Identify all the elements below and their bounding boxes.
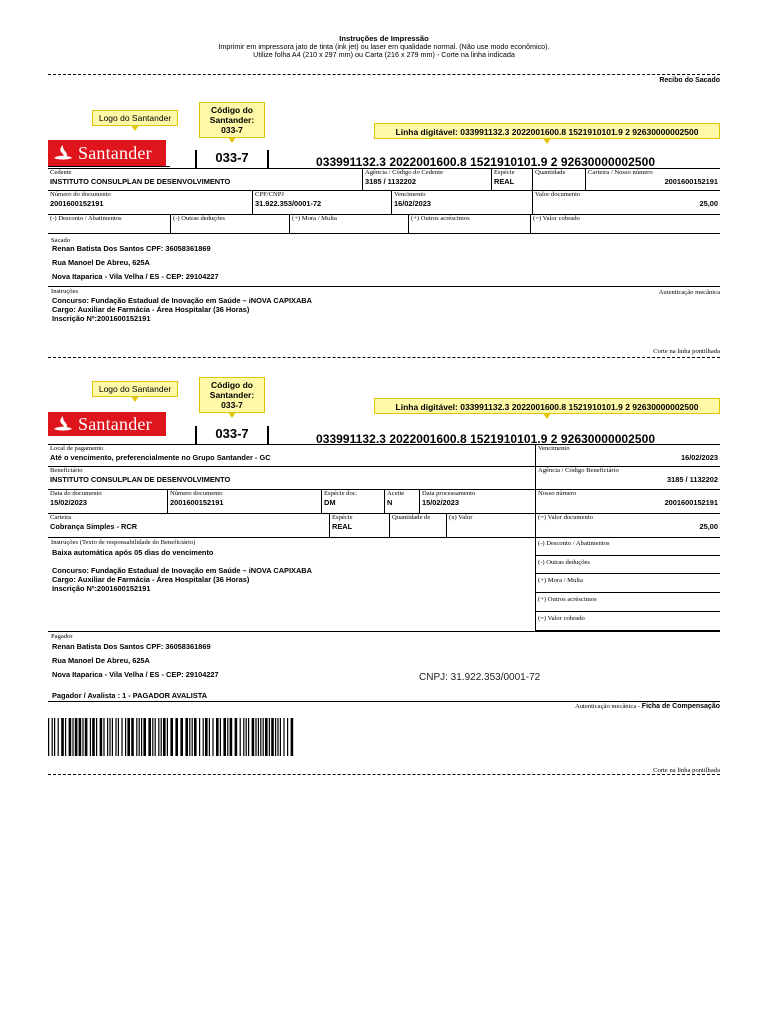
barcode-bar bbox=[92, 718, 95, 756]
barcode-bar bbox=[82, 718, 83, 756]
instrucao-inscricao: Inscrição Nº:2001600152191 bbox=[52, 314, 151, 323]
barcode-bar bbox=[65, 718, 66, 756]
barcode-bar bbox=[131, 718, 134, 756]
barcode-bar bbox=[227, 718, 228, 756]
barcode-bar bbox=[163, 718, 166, 756]
linha-digitavel-callout-2: Linha digitável: 033991132.3 2022001600.8 1521910101.9 2 92630000002500 bbox=[374, 398, 720, 414]
especie-cell: Espécie REAL bbox=[491, 169, 532, 191]
vencimento-cell-2: Vencimento 16/02/2023 bbox=[535, 445, 720, 467]
barcode-bar bbox=[248, 718, 249, 756]
numero-documento-cell: Número documento 2001600152191 bbox=[167, 490, 321, 514]
barcode-bar bbox=[263, 718, 264, 756]
barcode bbox=[48, 718, 294, 756]
print-instructions-title: Instruções de Impressão bbox=[339, 34, 429, 43]
linha-digitavel: 033991132.3 2022001600.8 1521910101.9 2 92630000002500 bbox=[316, 155, 656, 169]
cedente-value: INSTITUTO CONSULPLAN DE DESENVOLVIMENTO bbox=[50, 176, 231, 186]
barcode-bar bbox=[79, 718, 82, 756]
barcode-bar bbox=[283, 718, 284, 756]
barcode-bar bbox=[223, 718, 226, 756]
barcode-bar bbox=[161, 718, 162, 756]
barcode-bar bbox=[167, 718, 168, 756]
pagador-cidade: Nova Itaparica - Vila Velha / ES - CEP: 29104227 bbox=[52, 670, 219, 679]
barcode-bar bbox=[185, 718, 188, 756]
print-instructions-line2: Utilize folha A4 (210 x 297 mm) ou Carta (216 x 279 mm) - Corte na linha indicada bbox=[253, 50, 515, 59]
barcode-bar bbox=[148, 718, 151, 756]
numdoc-cell: Número do documento 2001600152191 bbox=[48, 191, 252, 215]
santander-flame-icon bbox=[48, 144, 78, 162]
barcode-bar bbox=[194, 718, 197, 756]
sacado-label: Sacado bbox=[51, 237, 71, 244]
barcode-bar bbox=[112, 718, 113, 756]
barcode-bar bbox=[246, 718, 247, 756]
barcode-bar bbox=[243, 718, 244, 756]
outros-acrescimos-cell-2: (+) Outros acréscimos bbox=[535, 593, 720, 612]
barcode-bar bbox=[199, 718, 200, 756]
barcode-bar bbox=[136, 718, 137, 756]
corte-label-top: Corte na linha pontilhada bbox=[653, 348, 720, 355]
barcode-bar bbox=[139, 718, 140, 756]
agencia-cell: Agência / Código do Cedente 3185 / 1132202 bbox=[362, 169, 491, 191]
beneficiario-cell: Beneficiário INSTITUTO CONSULPLAN DE DESENVOLVIMENTO bbox=[48, 467, 535, 490]
sacado-endereco: Rua Manoel De Abreu, 625A bbox=[52, 258, 150, 267]
barcode-bar bbox=[180, 718, 183, 756]
barcode-bar bbox=[220, 718, 221, 756]
codigo-callout-2: Código do Santander: 033-7 bbox=[199, 377, 265, 413]
barcode-bar bbox=[109, 718, 110, 756]
barcode-bar bbox=[235, 718, 238, 756]
barcode-bar bbox=[258, 718, 259, 756]
valor-cell: Valor documento 25,00 bbox=[532, 191, 720, 215]
cpfcnpj-cell: CPF/CNPJ 31.922.353/0001-72 bbox=[252, 191, 391, 215]
barcode-bar bbox=[269, 718, 270, 756]
instrucao-concurso-2: Concurso: Fundação Estadual de Inovação em Saúde – iNOVA CAPIXABA bbox=[52, 566, 312, 575]
desconto-cell: (-) Desconto / Abatimentos bbox=[48, 215, 170, 234]
barcode-bar bbox=[175, 718, 178, 756]
valor-cobrado-cell-2: (=) Valor cobrado bbox=[535, 612, 720, 631]
pagador-nome: Renan Batista Dos Santos CPF: 36058361869 bbox=[52, 642, 211, 651]
barcode-bar bbox=[240, 718, 241, 756]
barcode-bar bbox=[69, 718, 72, 756]
barcode-bar bbox=[143, 718, 146, 756]
barcode-bar bbox=[115, 718, 116, 756]
barcode-bar bbox=[103, 718, 104, 756]
instrucao-baixa: Baixa automática após 05 dias do vencimento bbox=[52, 548, 214, 557]
barcode-bar bbox=[155, 718, 156, 756]
nosso-numero-cell: Carteira / Nosso número 2001600152191 bbox=[585, 169, 720, 191]
barcode-bar bbox=[85, 718, 88, 756]
barcode-bar bbox=[252, 718, 255, 756]
santander-logo bbox=[48, 140, 166, 166]
quantidade-cell: Quantidade bbox=[532, 169, 585, 191]
autenticacao-label: Autenticação mecânica bbox=[658, 289, 720, 296]
aceite-cell: Aceite N bbox=[384, 490, 419, 514]
nosso-numero-cell-2: Nosso número 2001600152191 bbox=[535, 490, 720, 514]
barcode-bar bbox=[216, 718, 219, 756]
especie-doc-cell: Espécie doc. DM bbox=[321, 490, 384, 514]
bank-code: 033-7 bbox=[195, 150, 269, 168]
barcode-bar bbox=[280, 718, 281, 756]
barcode-bar bbox=[48, 718, 49, 756]
santander-logo-text: Santander bbox=[78, 142, 152, 163]
barcode-bar bbox=[72, 718, 73, 756]
print-instructions-line1: Imprimir em impressora jato de tinta (ink jet) ou laser em qualidade normal. (Não use modo econômico). bbox=[218, 42, 550, 51]
corte-label-bottom: Corte na linha pontilhada bbox=[653, 767, 720, 774]
barcode-bar bbox=[96, 718, 97, 756]
data-documento-cell: Data do documento 15/02/2023 bbox=[48, 490, 167, 514]
barcode-bar bbox=[141, 718, 142, 756]
barcode-bar bbox=[127, 718, 130, 756]
barcode-bar bbox=[209, 718, 210, 756]
barcode-bar bbox=[275, 718, 276, 756]
linha-digitavel-2: 033991132.3 2022001600.8 1521910101.9 2 92630000002500 bbox=[316, 432, 656, 446]
santander-logo-text-2: Santander bbox=[78, 413, 152, 434]
outras-deducoes-cell-2: (-) Outras deduções bbox=[535, 556, 720, 574]
mora-cell-2: (+) Mora / Multa bbox=[535, 574, 720, 593]
logo-callout: Logo do Santander bbox=[92, 110, 178, 126]
santander-logo-2 bbox=[48, 412, 166, 436]
instrucao-inscricao-2: Inscrição Nº:2001600152191 bbox=[52, 584, 151, 593]
sacado-nome: Renan Batista Dos Santos CPF: 36058361869 bbox=[52, 244, 211, 253]
mora-cell: (+) Mora / Multa bbox=[289, 215, 408, 234]
especie-cell-2: Espécie REAL bbox=[329, 514, 389, 538]
codigo-callout: Código do Santander: 033-7 bbox=[199, 102, 265, 138]
ficha-compensacao-label: Autenticação mecânica - Ficha de Compensação bbox=[574, 703, 720, 710]
pagador-endereco: Rua Manoel De Abreu, 625A bbox=[52, 656, 150, 665]
recibo-sacado-label: Recibo do Sacado bbox=[659, 77, 720, 84]
barcode-bar bbox=[192, 718, 193, 756]
barcode-bar bbox=[58, 718, 59, 756]
bank-code-2: 033-7 bbox=[195, 426, 269, 444]
cut-line-bottom bbox=[48, 774, 720, 775]
barcode-bar bbox=[170, 718, 173, 756]
instrucao-cargo-2: Cargo: Auxiliar de Farmácia - Área Hospitalar (36 Horas) bbox=[52, 575, 250, 584]
cut-line-top bbox=[48, 74, 720, 75]
barcode-bar bbox=[107, 718, 108, 756]
barcode-bar bbox=[118, 718, 119, 756]
outros-acrescimos-cell: (+) Outros acréscimos bbox=[408, 215, 530, 234]
instrucao-concurso: Concurso: Fundação Estadual de Inovação em Saúde – iNOVA CAPIXABA bbox=[52, 296, 312, 305]
outras-deducoes-cell: (-) Outras deduções bbox=[170, 215, 289, 234]
barcode-bar bbox=[287, 718, 288, 756]
local-pagamento-cell: Local de pagamento Até o vencimento, preferencialmente no Grupo Santander - GC bbox=[48, 445, 535, 467]
instrucao-cargo: Cargo: Auxiliar de Farmácia - Área Hospitalar (36 Horas) bbox=[52, 305, 250, 314]
barcode-bar bbox=[152, 718, 153, 756]
barcode-bar bbox=[52, 718, 53, 756]
barcode-bar bbox=[100, 718, 103, 756]
barcode-bar bbox=[54, 718, 55, 756]
vencimento-cell: Vencimento 16/02/2023 bbox=[391, 191, 532, 215]
cnpj-stamp: CNPJ: 31.922.353/0001-72 bbox=[419, 672, 541, 683]
instrucoes-label: Instruções bbox=[51, 288, 79, 295]
barcode-bar bbox=[61, 718, 64, 756]
agencia-cell-2: Agência / Código Beneficiário 3185 / 1132202 bbox=[535, 467, 720, 490]
cut-line-middle bbox=[48, 357, 720, 358]
barcode-bar bbox=[291, 718, 294, 756]
pagador-label: Pagador bbox=[51, 633, 73, 640]
xvalor-cell: (x) Valor bbox=[446, 514, 535, 538]
pagador-avalista: Pagador / Avalista : 1 - PAGADOR AVALISTA bbox=[52, 691, 208, 700]
data-processamento-cell: Data processamento 15/02/2023 bbox=[419, 490, 535, 514]
valor-documento-cell: (=) Valor documento 25,00 bbox=[535, 514, 720, 538]
barcode-bar bbox=[265, 718, 268, 756]
quantidade-cell-2: Quantidade de bbox=[389, 514, 446, 538]
barcode-bar bbox=[255, 718, 256, 756]
sacado-cidade: Nova Itaparica - Vila Velha / ES - CEP: 29104227 bbox=[52, 272, 219, 281]
barcode-bar bbox=[260, 718, 261, 756]
barcode-bar bbox=[90, 718, 91, 756]
barcode-bar bbox=[158, 718, 159, 756]
barcode-bar bbox=[189, 718, 190, 756]
carteira-cell: Carteira Cobrança Simples - RCR bbox=[48, 514, 329, 538]
barcode-bar bbox=[205, 718, 208, 756]
barcode-bar bbox=[125, 718, 126, 756]
logo-callout-2: Logo do Santander bbox=[92, 381, 178, 397]
barcode-bar bbox=[121, 718, 122, 756]
barcode-bar bbox=[75, 718, 78, 756]
barcode-bar bbox=[203, 718, 204, 756]
linha-digitavel-callout: Linha digitável: 033991132.3 2022001600.8 1521910101.9 2 92630000002500 bbox=[374, 123, 720, 139]
barcode-bar bbox=[277, 718, 278, 756]
instrucoes-label-2: Instruções (Texto de responsabilidade do Beneficiário) bbox=[51, 539, 196, 546]
cedente-cell: Cedente INSTITUTO CONSULPLAN DE DESENVOLVIMENTO bbox=[48, 169, 362, 191]
santander-flame-icon-2 bbox=[48, 415, 78, 433]
barcode-bar bbox=[271, 718, 274, 756]
valor-cobrado-cell: (=) Valor cobrado bbox=[530, 215, 720, 234]
desconto-cell-2: (-) Desconto / Abatimentos bbox=[535, 538, 720, 556]
barcode-bar bbox=[212, 718, 213, 756]
barcode-bar bbox=[230, 718, 233, 756]
